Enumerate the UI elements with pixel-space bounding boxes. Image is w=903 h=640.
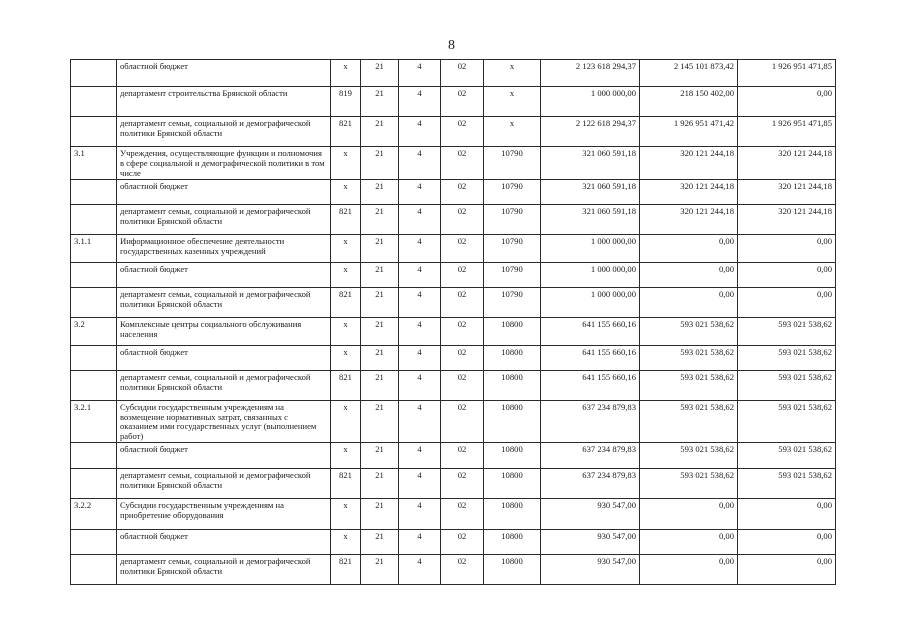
row-code-1: 21 xyxy=(361,287,399,317)
row-grbs-code: 821 xyxy=(331,287,361,317)
row-code-4: 10800 xyxy=(484,443,541,469)
row-amount-1: 641 155 660,16 xyxy=(541,317,640,345)
row-number xyxy=(71,530,117,555)
row-name: департамент семьи, социальной и демографической политики Брянской области xyxy=(117,469,331,499)
table-row xyxy=(71,87,836,117)
row-code-3: 02 xyxy=(441,179,484,204)
row-code-2: 4 xyxy=(399,443,441,469)
row-number: 3.2 xyxy=(71,317,117,345)
row-amount-1: 637 234 879,83 xyxy=(541,400,640,443)
row-code-2: 4 xyxy=(399,147,441,180)
row-name: департамент семьи, социальной и демографической политики Брянской области xyxy=(117,117,331,147)
row-code-4: 10800 xyxy=(484,370,541,400)
row-grbs-code: x xyxy=(331,262,361,287)
row-code-3: 02 xyxy=(441,87,484,117)
row-code-3: 02 xyxy=(441,60,484,87)
row-name: департамент семьи, социальной и демографической политики Брянской области xyxy=(117,370,331,400)
row-code-4: 10800 xyxy=(484,499,541,530)
row-amount-1: 321 060 591,18 xyxy=(541,204,640,234)
row-amount-3: 1 926 951 471,85 xyxy=(738,117,836,147)
row-code-2: 4 xyxy=(399,287,441,317)
table-row xyxy=(71,370,836,400)
row-code-1: 21 xyxy=(361,469,399,499)
row-amount-1: 637 234 879,83 xyxy=(541,443,640,469)
row-code-4: 10790 xyxy=(484,262,541,287)
row-number xyxy=(71,117,117,147)
row-name: областной бюджет xyxy=(117,262,331,287)
row-amount-1: 1 000 000,00 xyxy=(541,287,640,317)
row-name: Субсидии государственным учреждениям на приобретение оборудования xyxy=(117,499,331,530)
row-code-1: 21 xyxy=(361,60,399,87)
row-code-1: 21 xyxy=(361,530,399,555)
row-code-2: 4 xyxy=(399,317,441,345)
row-code-2: 4 xyxy=(399,469,441,499)
row-number: 3.2.2 xyxy=(71,499,117,530)
row-number xyxy=(71,370,117,400)
row-code-3: 02 xyxy=(441,345,484,370)
row-code-1: 21 xyxy=(361,87,399,117)
row-amount-1: 1 000 000,00 xyxy=(541,262,640,287)
row-amount-2: 593 021 538,62 xyxy=(640,317,738,345)
row-amount-2: 593 021 538,62 xyxy=(640,400,738,443)
row-grbs-code: x xyxy=(331,345,361,370)
row-amount-1: 321 060 591,18 xyxy=(541,147,640,180)
row-name: департамент семьи, социальной и демографической политики Брянской области xyxy=(117,287,331,317)
table-row xyxy=(71,204,836,234)
row-amount-1: 1 000 000,00 xyxy=(541,87,640,117)
row-name: областной бюджет xyxy=(117,179,331,204)
row-code-2: 4 xyxy=(399,499,441,530)
row-amount-2: 593 021 538,62 xyxy=(640,443,738,469)
row-code-2: 4 xyxy=(399,60,441,87)
row-code-4: 10800 xyxy=(484,400,541,443)
table-row xyxy=(71,287,836,317)
row-amount-3: 320 121 244,18 xyxy=(738,204,836,234)
row-number xyxy=(71,443,117,469)
row-code-2: 4 xyxy=(399,345,441,370)
row-code-1: 21 xyxy=(361,117,399,147)
row-number: 3.2.1 xyxy=(71,400,117,443)
row-amount-3: 1 926 951 471,85 xyxy=(738,60,836,87)
row-amount-2: 2 145 101 873,42 xyxy=(640,60,738,87)
row-name: департамент семьи, социальной и демографической политики Брянской области xyxy=(117,204,331,234)
page-number: 8 xyxy=(448,38,455,53)
row-code-1: 21 xyxy=(361,443,399,469)
row-grbs-code: 821 xyxy=(331,469,361,499)
row-number xyxy=(71,262,117,287)
row-amount-1: 930 547,00 xyxy=(541,555,640,585)
row-amount-3: 593 021 538,62 xyxy=(738,317,836,345)
row-number xyxy=(71,87,117,117)
row-code-2: 4 xyxy=(399,400,441,443)
table-row xyxy=(71,469,836,499)
row-code-2: 4 xyxy=(399,234,441,262)
row-code-4: 10800 xyxy=(484,317,541,345)
row-code-1: 21 xyxy=(361,345,399,370)
row-code-2: 4 xyxy=(399,117,441,147)
table-row xyxy=(71,317,836,345)
row-amount-3: 320 121 244,18 xyxy=(738,179,836,204)
row-code-4: 10790 xyxy=(484,287,541,317)
row-amount-2: 1 926 951 471,42 xyxy=(640,117,738,147)
row-number xyxy=(71,287,117,317)
row-grbs-code: x xyxy=(331,443,361,469)
row-name: областной бюджет xyxy=(117,530,331,555)
table-row xyxy=(71,234,836,262)
row-grbs-code: 821 xyxy=(331,555,361,585)
row-code-3: 02 xyxy=(441,287,484,317)
row-grbs-code: x xyxy=(331,60,361,87)
row-code-1: 21 xyxy=(361,499,399,530)
table-row xyxy=(71,345,836,370)
row-code-1: 21 xyxy=(361,317,399,345)
row-code-3: 02 xyxy=(441,555,484,585)
table-row xyxy=(71,400,836,443)
row-name: департамент строительства Брянской области xyxy=(117,87,331,117)
row-amount-2: 593 021 538,62 xyxy=(640,345,738,370)
row-code-2: 4 xyxy=(399,530,441,555)
row-amount-1: 637 234 879,83 xyxy=(541,469,640,499)
row-code-3: 02 xyxy=(441,400,484,443)
row-code-4: x xyxy=(484,117,541,147)
row-code-3: 02 xyxy=(441,530,484,555)
row-code-3: 02 xyxy=(441,204,484,234)
row-code-3: 02 xyxy=(441,234,484,262)
row-code-2: 4 xyxy=(399,204,441,234)
row-amount-2: 320 121 244,18 xyxy=(640,204,738,234)
row-code-2: 4 xyxy=(399,555,441,585)
row-code-3: 02 xyxy=(441,469,484,499)
row-code-1: 21 xyxy=(361,400,399,443)
row-amount-1: 2 122 618 294,37 xyxy=(541,117,640,147)
row-amount-2: 0,00 xyxy=(640,499,738,530)
table-row xyxy=(71,499,836,530)
row-code-4: 10790 xyxy=(484,147,541,180)
row-code-4: 10800 xyxy=(484,345,541,370)
row-number xyxy=(71,60,117,87)
row-grbs-code: 821 xyxy=(331,204,361,234)
row-code-3: 02 xyxy=(441,499,484,530)
row-amount-3: 0,00 xyxy=(738,499,836,530)
row-code-4: x xyxy=(484,60,541,87)
row-amount-3: 593 021 538,62 xyxy=(738,370,836,400)
row-code-3: 02 xyxy=(441,262,484,287)
row-amount-2: 218 150 402,00 xyxy=(640,87,738,117)
row-name: областной бюджет xyxy=(117,345,331,370)
row-code-4: 10790 xyxy=(484,204,541,234)
row-name: областной бюджет xyxy=(117,60,331,87)
row-code-1: 21 xyxy=(361,179,399,204)
row-code-3: 02 xyxy=(441,443,484,469)
row-code-4: 10790 xyxy=(484,234,541,262)
budget-table xyxy=(70,59,836,585)
row-amount-2: 0,00 xyxy=(640,530,738,555)
row-code-1: 21 xyxy=(361,555,399,585)
row-code-3: 02 xyxy=(441,147,484,180)
table-row xyxy=(71,555,836,585)
row-amount-3: 593 021 538,62 xyxy=(738,469,836,499)
row-grbs-code: x xyxy=(331,179,361,204)
row-code-3: 02 xyxy=(441,370,484,400)
row-amount-2: 0,00 xyxy=(640,287,738,317)
row-amount-1: 1 000 000,00 xyxy=(541,234,640,262)
row-amount-3: 0,00 xyxy=(738,87,836,117)
row-amount-3: 593 021 538,62 xyxy=(738,345,836,370)
row-code-2: 4 xyxy=(399,179,441,204)
row-code-1: 21 xyxy=(361,370,399,400)
row-code-3: 02 xyxy=(441,117,484,147)
row-code-1: 21 xyxy=(361,234,399,262)
row-code-2: 4 xyxy=(399,370,441,400)
row-code-2: 4 xyxy=(399,262,441,287)
row-number xyxy=(71,179,117,204)
table-row xyxy=(71,117,836,147)
row-amount-1: 321 060 591,18 xyxy=(541,179,640,204)
row-code-4: 10800 xyxy=(484,469,541,499)
row-grbs-code: x xyxy=(331,317,361,345)
row-amount-2: 320 121 244,18 xyxy=(640,147,738,180)
row-name: Учреждения, осуществляющие функции и полномочия в сфере социальной и демографической политики в том числе xyxy=(117,147,331,180)
row-grbs-code: x xyxy=(331,147,361,180)
row-grbs-code: x xyxy=(331,530,361,555)
table-row xyxy=(71,147,836,180)
row-grbs-code: x xyxy=(331,499,361,530)
row-code-3: 02 xyxy=(441,317,484,345)
row-amount-1: 2 123 618 294,37 xyxy=(541,60,640,87)
row-code-4: 10790 xyxy=(484,179,541,204)
row-code-4: x xyxy=(484,87,541,117)
row-grbs-code: 821 xyxy=(331,370,361,400)
row-amount-1: 930 547,00 xyxy=(541,499,640,530)
row-amount-2: 0,00 xyxy=(640,555,738,585)
table-row xyxy=(71,262,836,287)
row-grbs-code: 821 xyxy=(331,117,361,147)
row-code-1: 21 xyxy=(361,262,399,287)
row-number xyxy=(71,204,117,234)
row-amount-3: 0,00 xyxy=(738,234,836,262)
row-number: 3.1 xyxy=(71,147,117,180)
row-code-2: 4 xyxy=(399,87,441,117)
row-number: 3.1.1 xyxy=(71,234,117,262)
row-amount-1: 641 155 660,16 xyxy=(541,345,640,370)
row-code-1: 21 xyxy=(361,204,399,234)
row-amount-2: 0,00 xyxy=(640,234,738,262)
row-amount-1: 930 547,00 xyxy=(541,530,640,555)
row-grbs-code: x xyxy=(331,400,361,443)
row-number xyxy=(71,345,117,370)
table-row xyxy=(71,443,836,469)
row-code-4: 10800 xyxy=(484,530,541,555)
row-amount-3: 320 121 244,18 xyxy=(738,147,836,180)
row-name: Субсидии государственным учреждениям на возмещение нормативных затрат, связанных с оказанием ими государственных услуг (выполнением работ) xyxy=(117,400,331,443)
row-number xyxy=(71,555,117,585)
row-amount-3: 0,00 xyxy=(738,287,836,317)
row-amount-3: 0,00 xyxy=(738,530,836,555)
row-amount-2: 593 021 538,62 xyxy=(640,370,738,400)
row-code-4: 10800 xyxy=(484,555,541,585)
row-grbs-code: x xyxy=(331,234,361,262)
table-row xyxy=(71,179,836,204)
row-amount-3: 0,00 xyxy=(738,262,836,287)
row-name: Комплексные центры социального обслуживания населения xyxy=(117,317,331,345)
row-amount-1: 641 155 660,16 xyxy=(541,370,640,400)
table-row xyxy=(71,530,836,555)
row-name: Информационное обеспечение деятельности государственных казенных учреждений xyxy=(117,234,331,262)
row-name: областной бюджет xyxy=(117,443,331,469)
row-amount-2: 593 021 538,62 xyxy=(640,469,738,499)
row-amount-2: 0,00 xyxy=(640,262,738,287)
row-number xyxy=(71,469,117,499)
row-code-1: 21 xyxy=(361,147,399,180)
table-row xyxy=(71,60,836,87)
row-amount-3: 0,00 xyxy=(738,555,836,585)
row-grbs-code: 819 xyxy=(331,87,361,117)
row-name: департамент семьи, социальной и демографической политики Брянской области xyxy=(117,555,331,585)
row-amount-3: 593 021 538,62 xyxy=(738,443,836,469)
row-amount-2: 320 121 244,18 xyxy=(640,179,738,204)
budget-table-body xyxy=(71,60,836,585)
row-amount-3: 593 021 538,62 xyxy=(738,400,836,443)
